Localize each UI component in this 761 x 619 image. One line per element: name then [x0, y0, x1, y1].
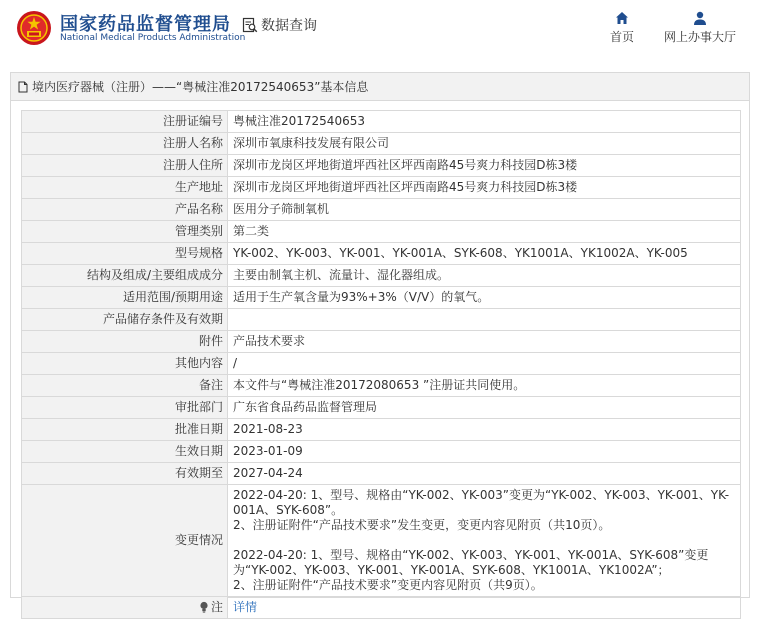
row-value: YK-002、YK-003、YK-001、YK-001A、SYK-608、YK1001A、YK1002A、YK-005: [228, 243, 741, 265]
site-header: [0, 0, 761, 60]
table-row: [22, 397, 741, 419]
row-label: 生产地址: [22, 177, 228, 199]
table-row: [22, 331, 741, 353]
info-panel: [10, 72, 750, 614]
table-row: [22, 287, 741, 309]
table-row: [22, 463, 741, 485]
row-value: 深圳市龙岗区坪地街道坪西社区坪西南路45号爽力科技园D栋3楼: [228, 177, 741, 199]
row-label: 备注: [22, 375, 228, 397]
row-value: 2021-08-23: [228, 419, 741, 441]
row-value: 适用于生产氧含量为93%+3%（V/V）的氧气。: [228, 287, 741, 309]
row-value: 广东省食品药品监督管理局: [228, 397, 741, 419]
row-label: 注册人住所: [22, 155, 228, 177]
row-label: 附件: [22, 331, 228, 353]
row-label: 适用范围/预期用途: [22, 287, 228, 309]
row-value: 深圳市氧康科技发展有限公司: [228, 133, 741, 155]
note-value-cell: [228, 597, 741, 619]
panel-header: [11, 73, 749, 101]
row-label: 型号规格: [22, 243, 228, 265]
row-label: 结构及组成/主要组成成分: [22, 265, 228, 287]
data-query-label: 数据查询: [261, 18, 317, 34]
table-row: [22, 441, 741, 463]
table-row: [22, 309, 741, 331]
table-row: [22, 243, 741, 265]
brand-subtitle: National Medical Products Administration: [60, 33, 246, 43]
row-value: 第二类: [228, 221, 741, 243]
note-label-cell: [22, 597, 228, 619]
table-row: [22, 111, 741, 133]
table-row: [22, 133, 741, 155]
table-row: [22, 375, 741, 397]
row-value: 本文件与“粤械注准20172080653 ”注册证共同使用。: [228, 375, 741, 397]
table-row: [22, 177, 741, 199]
row-label: 管理类别: [22, 221, 228, 243]
row-value: 产品技术要求: [228, 331, 741, 353]
registration-info-table: [21, 110, 741, 619]
panel-title: 境内医疗器械（注册）——“粤械注准20172540653”基本信息: [32, 80, 369, 94]
row-value: 2023-01-09: [228, 441, 741, 463]
table-row: [22, 155, 741, 177]
row-label: 有效期至: [22, 463, 228, 485]
table-row-note: [22, 597, 741, 619]
nav-home-label: 首页: [609, 30, 634, 44]
row-label: 其他内容: [22, 353, 228, 375]
nav-home[interactable]: [604, 10, 640, 45]
details-link[interactable]: 详情: [233, 600, 258, 614]
row-label: 产品储存条件及有效期: [22, 309, 228, 331]
national-emblem-icon: [16, 10, 52, 46]
brand-title[interactable]: 国家药品监督管理局: [60, 14, 231, 35]
row-label: 产品名称: [22, 199, 228, 221]
row-value: 医用分子筛制氧机: [228, 199, 741, 221]
row-label: 注册人名称: [22, 133, 228, 155]
table-row: [22, 353, 741, 375]
row-value: 2027-04-24: [228, 463, 741, 485]
document-icon: [17, 81, 29, 93]
row-label: 审批部门: [22, 397, 228, 419]
row-value: /: [228, 353, 741, 375]
search-document-icon: [242, 17, 258, 33]
home-icon: [614, 10, 630, 26]
data-query-link[interactable]: [242, 15, 317, 35]
table-row: [22, 419, 741, 441]
row-value: 粤械注准20172540653: [228, 111, 741, 133]
changes-label: 变更情况: [22, 485, 228, 597]
row-value: 深圳市龙岗区坪地街道坪西社区坪西南路45号爽力科技园D栋3楼: [228, 155, 741, 177]
nav-online-hall-label: 网上办事大厅: [663, 30, 736, 44]
row-label: 批准日期: [22, 419, 228, 441]
nav-online-hall[interactable]: [658, 10, 742, 45]
row-label: 生效日期: [22, 441, 228, 463]
table-row: [22, 265, 741, 287]
changes-value: 2022-04-20: 1、型号、规格由“YK-002、YK-003”变更为“YK-002、YK-003、YK-001、YK-001A、SYK-608”。 2、注册证附件“产品技术要求”发生变更，变更内容见附页（共10页）。 2022-04-20: 1、型号、规格由“YK-002、YK-003、YK-001、YK-001A、SYK-608”变更为“YK-002、YK-003、YK-001、YK-001A、SYK-608、YK1001A、YK1002A”； 2、注册证附件“产品技术要求”变更内容见附页（共9页）。: [228, 485, 741, 597]
table-row: [22, 221, 741, 243]
table-row: [22, 199, 741, 221]
row-value: 主要由制氧主机、流量计、湿化器组成。: [228, 265, 741, 287]
user-icon: [692, 10, 708, 26]
table-row-changes: [22, 485, 741, 597]
lightbulb-icon: [199, 601, 209, 613]
row-label: 注册证编号: [22, 111, 228, 133]
row-value: [228, 309, 741, 331]
note-label: 注: [210, 600, 223, 614]
